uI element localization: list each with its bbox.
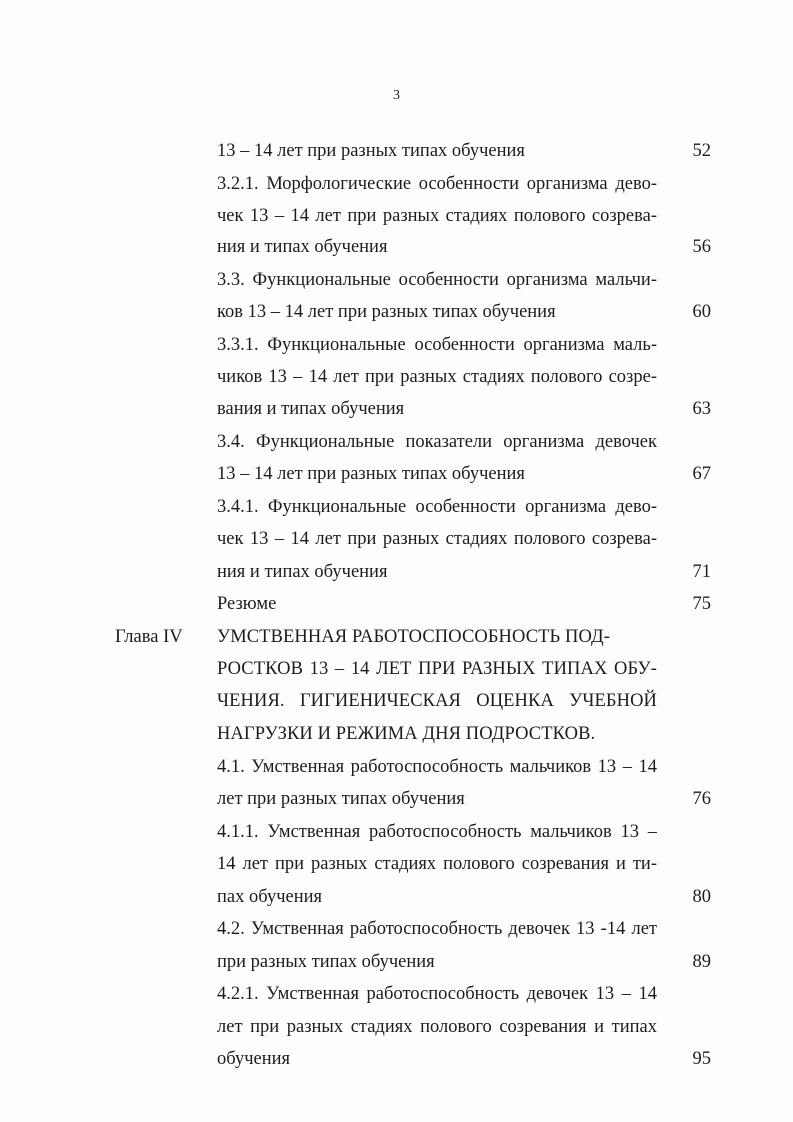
toc-line: лет при разных стадиях полового созревания и типах xyxy=(217,1017,657,1037)
toc-line: 3.3.1. Функциональные особенности организма маль- xyxy=(217,335,657,355)
chapter-heading-line: УМСТВЕННАЯ РАБОТОСПОСОБНОСТЬ ПОД- xyxy=(217,627,610,647)
toc-page-ref: 67 xyxy=(692,464,711,484)
toc-line: обучения xyxy=(217,1049,291,1069)
toc-line: 13 – 14 лет при разных типах обучения xyxy=(217,464,525,484)
toc-line: 3.3. Функциональные особенности организма мальчи- xyxy=(217,270,657,290)
toc-line: чиков 13 – 14 лет при разных стадиях полового созре- xyxy=(217,367,657,387)
toc-line: при разных типах обучения xyxy=(217,952,435,972)
toc-line: ков 13 – 14 лет при разных типах обучения xyxy=(217,302,556,322)
toc-line: 4.1.1. Умственная работоспособность мальчиков 13 – xyxy=(217,822,657,842)
toc-line: чек 13 – 14 лет при разных стадиях полового созрева- xyxy=(217,206,657,226)
chapter-label: Глава IV xyxy=(115,627,183,647)
toc-page-ref: 52 xyxy=(692,141,711,161)
toc-line: пах обучения xyxy=(217,887,323,907)
toc-page-ref: 71 xyxy=(692,562,711,582)
toc-line: ния и типах обучения xyxy=(217,237,388,257)
toc-line: 14 лет при разных стадиях полового созревания и ти- xyxy=(217,854,657,874)
toc-line: Резюме xyxy=(217,594,277,614)
toc-line: чек 13 – 14 лет при разных стадиях полового созрева- xyxy=(217,529,657,549)
toc-line: лет при разных типах обучения xyxy=(217,789,465,809)
toc-line: 3.4.1. Функциональные особенности организма дево- xyxy=(217,497,657,517)
toc-page-ref: 75 xyxy=(692,594,711,614)
toc-page-ref: 95 xyxy=(692,1049,711,1069)
toc-line: 4.2. Умственная работоспособность девочек 13 -14 лет xyxy=(217,919,657,939)
chapter-heading-line: НАГРУЗКИ И РЕЖИМА ДНЯ ПОДРОСТКОВ. xyxy=(217,724,596,744)
toc-line: вания и типах обучения xyxy=(217,399,405,419)
chapter-heading-line: РОСТКОВ 13 – 14 ЛЕТ ПРИ РАЗНЫХ ТИПАХ ОБУ- xyxy=(217,659,657,679)
toc-page-ref: 80 xyxy=(692,887,711,907)
toc-page-ref: 63 xyxy=(692,399,711,419)
toc-page-ref: 89 xyxy=(692,952,711,972)
toc-line: 4.1. Умственная работоспособность мальчиков 13 – 14 xyxy=(217,757,657,777)
toc-page-ref: 56 xyxy=(692,237,711,257)
page-number: 3 xyxy=(393,88,400,103)
toc-line: ния и типах обучения xyxy=(217,562,388,582)
chapter-heading-line: ЧЕНИЯ. ГИГИЕНИЧЕСКАЯ ОЦЕНКА УЧЕБНОЙ xyxy=(217,691,657,711)
toc-page-ref: 76 xyxy=(692,789,711,809)
toc-line: 3.2.1. Морфологические особенности организма дево- xyxy=(217,174,657,194)
toc-line: 4.2.1. Умственная работоспособность девочек 13 – 14 xyxy=(217,984,657,1004)
toc-line: 3.4. Функциональные показатели организма девочек xyxy=(217,432,657,452)
toc-page-ref: 60 xyxy=(692,302,711,322)
toc-line: 13 – 14 лет при разных типах обучения xyxy=(217,141,525,161)
